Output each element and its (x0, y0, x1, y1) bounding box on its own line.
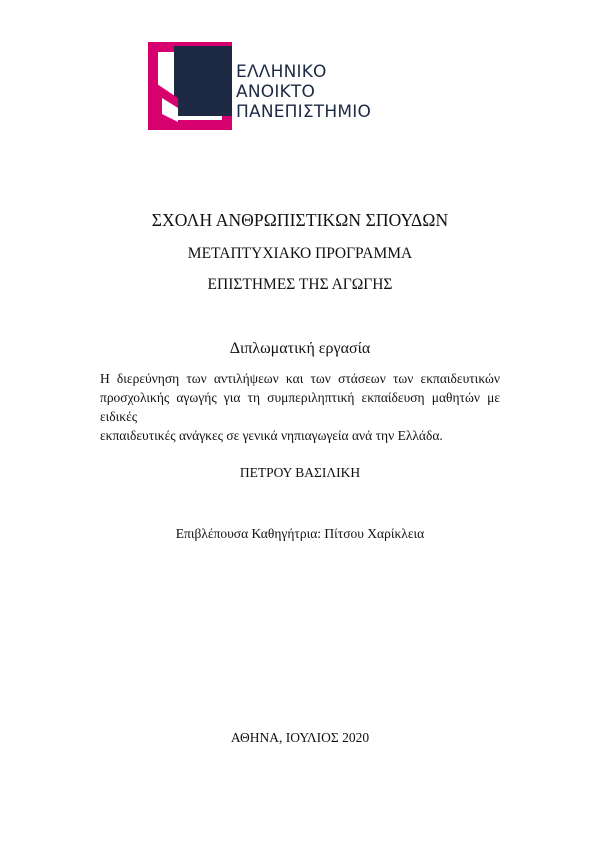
thesis-title-line-1: Η διερεύνηση των αντιλήψεων και των στάσεων των εκπαιδευτικών (100, 371, 500, 386)
field-name: ΕΠΙΣΤΗΜΕΣ ΤΗΣ ΑΓΩΓΗΣ (207, 276, 393, 293)
logo-wordmark (236, 62, 371, 122)
place-date: ΑΘΗΝΑ, ΙΟΥΛΙΟΣ 2020 (230, 730, 370, 745)
author-name: ΠΕΤΡΟΥ ΒΑΣΙΛΙΚΗ (239, 465, 361, 480)
program-name: ΜΕΤΑΠΤΥΧΙΑΚΟ ΠΡΟΓΡΑΜΜΑ (187, 245, 413, 262)
thesis-title-line-2: προσχολικής αγωγής για τη συμπεριληπτική εκπαίδευση μαθητών με ειδικές (100, 390, 500, 424)
logo-line-1: ΕΛΛΗΝΙΚΟ (236, 62, 327, 82)
logo-line-2: ΑΝΟΙΚΤΟ (236, 82, 316, 102)
university-logo (148, 42, 378, 132)
logo-mark-icon (148, 42, 232, 130)
school-name: ΣΧΟΛΗ ΑΝΘΡΩΠΙΣΤΙΚΩΝ ΣΠΟΥΔΩΝ (151, 210, 449, 230)
supervisor: Επιβλέπουσα Καθηγήτρια: Πίτσου Χαρίκλεια (175, 526, 425, 541)
thesis-title-line-3: εκπαιδευτικές ανάγκες σε γενικά νηπιαγωγεία ανά την Ελλάδα. (100, 428, 443, 443)
logo-line-3: ΠΑΝΕΠΙΣΤΗΜΙΟ (236, 102, 372, 122)
thesis-title (100, 369, 500, 445)
thesis-type: Διπλωματική εργασία (229, 340, 371, 357)
